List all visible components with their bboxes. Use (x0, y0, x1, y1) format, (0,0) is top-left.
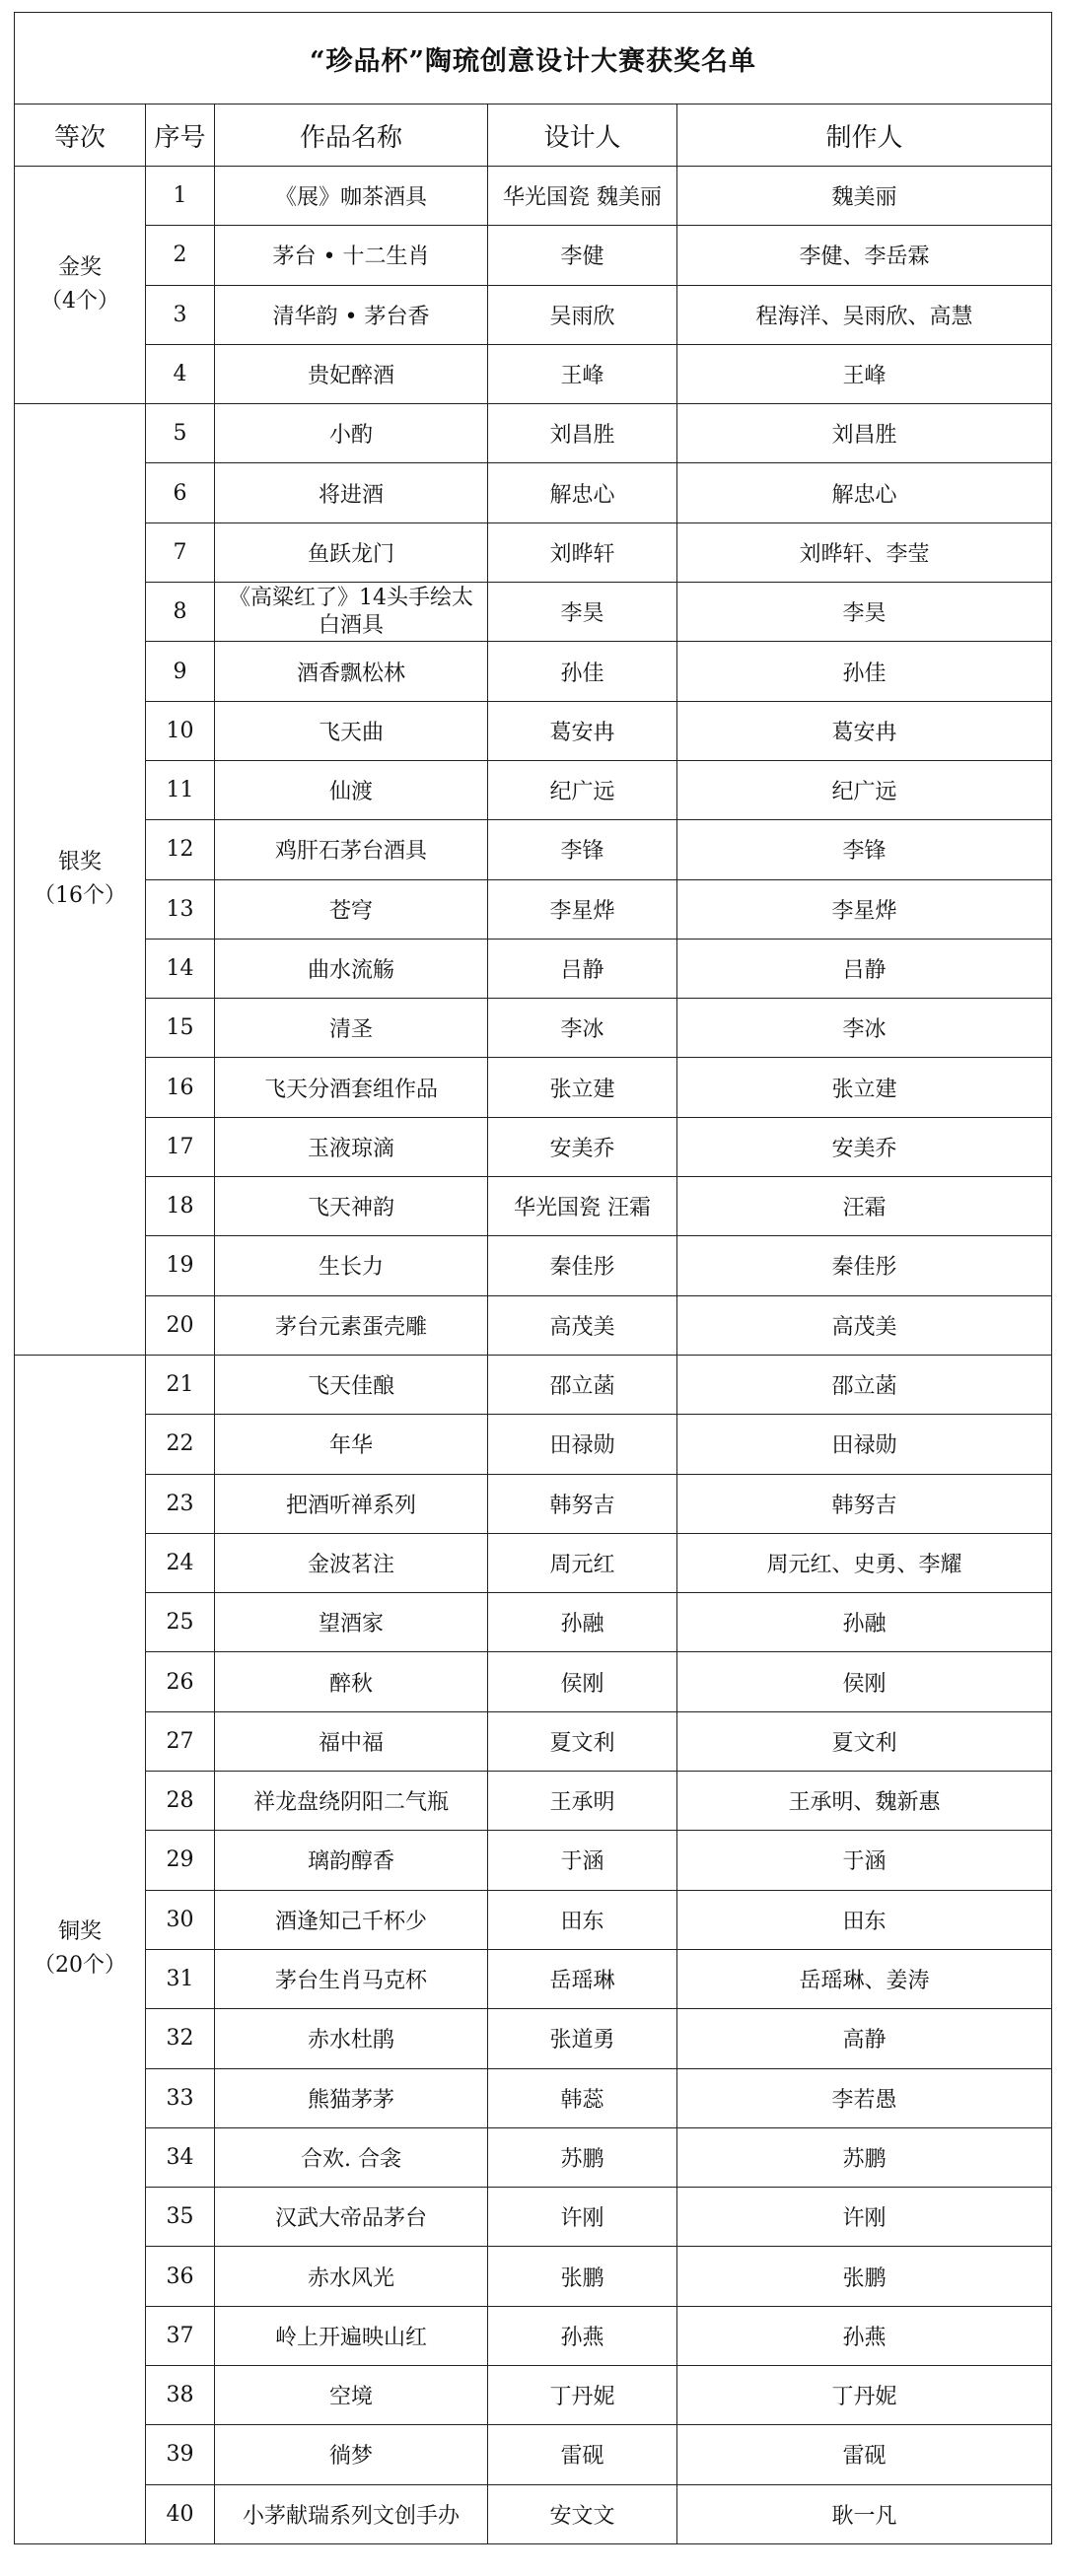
header-designer: 设计人 (488, 104, 677, 167)
work-name: 醉秋 (215, 1652, 488, 1711)
designer-name: 刘昌胜 (488, 404, 677, 463)
row-number: 11 (146, 760, 215, 819)
work-name: 玉液琼滴 (215, 1117, 488, 1176)
designer-name: 李冰 (488, 999, 677, 1058)
designer-name: 张立建 (488, 1058, 677, 1117)
table-row (15, 1236, 1052, 1295)
work-name: 赤水风光 (215, 2247, 488, 2306)
row-number: 23 (146, 1474, 215, 1533)
row-number: 2 (146, 226, 215, 285)
table-row (15, 1177, 1052, 1236)
row-number: 18 (146, 1177, 215, 1236)
table-row (15, 2068, 1052, 2127)
table-row (15, 404, 1052, 463)
designer-name: 于涵 (488, 1831, 677, 1890)
designer-name: 解忠心 (488, 463, 677, 522)
maker-name: 高茂美 (677, 1295, 1052, 1355)
work-name: 飞天佳酿 (215, 1355, 488, 1414)
row-number: 17 (146, 1117, 215, 1176)
award-table (14, 12, 1052, 2544)
designer-name: 李锋 (488, 820, 677, 879)
maker-name: 丁丹妮 (677, 2365, 1052, 2424)
row-number: 26 (146, 1652, 215, 1711)
table-row (15, 1117, 1052, 1176)
row-number: 16 (146, 1058, 215, 1117)
designer-name: 田东 (488, 1890, 677, 1949)
work-name: 把酒听禅系列 (215, 1474, 488, 1533)
table-row (15, 1593, 1052, 1652)
designer-name: 孙燕 (488, 2306, 677, 2365)
work-name: 仙渡 (215, 760, 488, 819)
designer-name: 王峰 (488, 344, 677, 403)
tier-count: （16个） (34, 883, 126, 909)
work-name: 《高粱红了》14头手绘太白酒具 (215, 583, 488, 642)
work-name: 曲水流觞 (215, 939, 488, 998)
designer-name: 吴雨欣 (488, 285, 677, 344)
table-row (15, 2247, 1052, 2306)
maker-name: 葛安冉 (677, 701, 1052, 760)
row-number: 14 (146, 939, 215, 998)
work-name: 飞天神韵 (215, 1177, 488, 1236)
work-name: 熊猫茅茅 (215, 2068, 488, 2127)
table-row (15, 820, 1052, 879)
table-row (15, 344, 1052, 403)
maker-name: 汪霜 (677, 1177, 1052, 1236)
table-row (15, 167, 1052, 226)
designer-name: 华光国瓷 汪霜 (488, 1177, 677, 1236)
maker-name: 苏鹏 (677, 2127, 1052, 2187)
designer-name: 苏鹏 (488, 2127, 677, 2187)
maker-name: 李锋 (677, 820, 1052, 879)
work-name: 赤水杜鹃 (215, 2009, 488, 2068)
maker-name: 高静 (677, 2009, 1052, 2068)
maker-name: 许刚 (677, 2188, 1052, 2247)
work-name: 贵妃醉酒 (215, 344, 488, 403)
table-row (15, 2365, 1052, 2424)
work-name: 飞天曲 (215, 701, 488, 760)
tier-cell (15, 167, 146, 404)
work-name: 茅台 • 十二生肖 (215, 226, 488, 285)
tier-count: （4个） (40, 289, 119, 314)
row-number: 7 (146, 522, 215, 582)
table-row (15, 1355, 1052, 1414)
maker-name: 魏美丽 (677, 167, 1052, 226)
maker-name: 李健、李岳霖 (677, 226, 1052, 285)
maker-name: 王承明、魏新惠 (677, 1772, 1052, 1831)
designer-name: 孙佳 (488, 642, 677, 701)
maker-name: 雷砚 (677, 2425, 1052, 2484)
header-work: 作品名称 (215, 104, 488, 167)
row-number: 40 (146, 2484, 215, 2543)
table-row (15, 999, 1052, 1058)
designer-name: 夏文利 (488, 1711, 677, 1771)
row-number: 32 (146, 2009, 215, 2068)
maker-name: 吕静 (677, 939, 1052, 998)
table-row (15, 642, 1052, 701)
work-name: 清圣 (215, 999, 488, 1058)
row-number: 9 (146, 642, 215, 701)
header-maker: 制作人 (677, 104, 1052, 167)
work-name: 金波茗注 (215, 1533, 488, 1592)
work-name: 《展》咖茶酒具 (215, 167, 488, 226)
table-row (15, 285, 1052, 344)
table-row (15, 760, 1052, 819)
designer-name: 秦佳彤 (488, 1236, 677, 1295)
table-row (15, 583, 1052, 642)
maker-name: 解忠心 (677, 463, 1052, 522)
designer-name: 雷砚 (488, 2425, 677, 2484)
header-tier: 等次 (15, 104, 146, 167)
table-row (15, 939, 1052, 998)
work-name: 鸡肝石茅台酒具 (215, 820, 488, 879)
row-number: 34 (146, 2127, 215, 2187)
designer-name: 孙融 (488, 1593, 677, 1652)
table-title: “珍品杯”陶琉创意设计大赛获奖名单 (15, 13, 1052, 104)
header-row (15, 104, 1052, 167)
work-name: 清华韵 • 茅台香 (215, 285, 488, 344)
tier-count: （20个） (34, 1953, 126, 1979)
table-row (15, 2188, 1052, 2247)
maker-name: 耿一凡 (677, 2484, 1052, 2543)
maker-name: 张立建 (677, 1058, 1052, 1117)
maker-name: 张鹏 (677, 2247, 1052, 2306)
header-number: 序号 (146, 104, 215, 167)
tier-cell (15, 1355, 146, 2543)
table-row (15, 1533, 1052, 1592)
work-name: 茅台元素蛋壳雕 (215, 1295, 488, 1355)
row-number: 19 (146, 1236, 215, 1295)
work-name: 汉武大帝品茅台 (215, 2188, 488, 2247)
table-body (15, 167, 1052, 2544)
designer-name: 邵立菡 (488, 1355, 677, 1414)
work-name: 茅台生肖马克杯 (215, 1949, 488, 2008)
maker-name: 于涵 (677, 1831, 1052, 1890)
table-row (15, 1890, 1052, 1949)
table-row (15, 2484, 1052, 2543)
maker-name: 田禄勋 (677, 1415, 1052, 1474)
maker-name: 韩努吉 (677, 1474, 1052, 1533)
row-number: 39 (146, 2425, 215, 2484)
designer-name: 丁丹妮 (488, 2365, 677, 2424)
work-name: 苍穹 (215, 879, 488, 939)
table-row (15, 522, 1052, 582)
designer-name: 李星烨 (488, 879, 677, 939)
table-row (15, 879, 1052, 939)
designer-name: 岳瑶琳 (488, 1949, 677, 2008)
table-row (15, 1295, 1052, 1355)
work-name: 年华 (215, 1415, 488, 1474)
work-name: 小茅献瑞系列文创手办 (215, 2484, 488, 2543)
row-number: 33 (146, 2068, 215, 2127)
maker-name: 刘昌胜 (677, 404, 1052, 463)
maker-name: 岳瑶琳、姜涛 (677, 1949, 1052, 2008)
designer-name: 张鹏 (488, 2247, 677, 2306)
work-name: 空境 (215, 2365, 488, 2424)
designer-name: 葛安冉 (488, 701, 677, 760)
designer-name: 高茂美 (488, 1295, 677, 1355)
table-row (15, 463, 1052, 522)
table-row (15, 1831, 1052, 1890)
maker-name: 侯刚 (677, 1652, 1052, 1711)
work-name: 望酒家 (215, 1593, 488, 1652)
row-number: 22 (146, 1415, 215, 1474)
designer-name: 许刚 (488, 2188, 677, 2247)
award-list-document (14, 12, 1051, 2544)
row-number: 13 (146, 879, 215, 939)
tier-name: 金奖 (57, 255, 102, 281)
table-row (15, 1474, 1052, 1533)
designer-name: 安文文 (488, 2484, 677, 2543)
table-row (15, 1772, 1052, 1831)
maker-name: 李昊 (677, 583, 1052, 642)
maker-name: 孙燕 (677, 2306, 1052, 2365)
row-number: 4 (146, 344, 215, 403)
row-number: 31 (146, 1949, 215, 2008)
work-name: 鱼跃龙门 (215, 522, 488, 582)
row-number: 35 (146, 2188, 215, 2247)
row-number: 20 (146, 1295, 215, 1355)
row-number: 10 (146, 701, 215, 760)
table-row (15, 1058, 1052, 1117)
table-row (15, 2306, 1052, 2365)
maker-name: 李若愚 (677, 2068, 1052, 2127)
designer-name: 安美乔 (488, 1117, 677, 1176)
table-row (15, 2425, 1052, 2484)
maker-name: 程海洋、吴雨欣、高慧 (677, 285, 1052, 344)
row-number: 29 (146, 1831, 215, 1890)
row-number: 15 (146, 999, 215, 1058)
work-name: 将进酒 (215, 463, 488, 522)
table-row (15, 226, 1052, 285)
maker-name: 纪广远 (677, 760, 1052, 819)
maker-name: 王峰 (677, 344, 1052, 403)
work-name: 合欢. 合衾 (215, 2127, 488, 2187)
row-number: 8 (146, 583, 215, 642)
designer-name: 纪广远 (488, 760, 677, 819)
work-name: 徜梦 (215, 2425, 488, 2484)
maker-name: 秦佳彤 (677, 1236, 1052, 1295)
maker-name: 李星烨 (677, 879, 1052, 939)
work-name: 小酌 (215, 404, 488, 463)
row-number: 12 (146, 820, 215, 879)
designer-name: 田禄勋 (488, 1415, 677, 1474)
work-name: 酒逢知己千杯少 (215, 1890, 488, 1949)
designer-name: 刘晔轩 (488, 522, 677, 582)
work-name: 福中福 (215, 1711, 488, 1771)
row-number: 6 (146, 463, 215, 522)
work-name: 生长力 (215, 1236, 488, 1295)
row-number: 38 (146, 2365, 215, 2424)
row-number: 36 (146, 2247, 215, 2306)
maker-name: 邵立菡 (677, 1355, 1052, 1414)
maker-name: 李冰 (677, 999, 1052, 1058)
row-number: 21 (146, 1355, 215, 1414)
row-number: 30 (146, 1890, 215, 1949)
table-row (15, 2009, 1052, 2068)
designer-name: 侯刚 (488, 1652, 677, 1711)
designer-name: 吕静 (488, 939, 677, 998)
work-name: 岭上开遍映山红 (215, 2306, 488, 2365)
work-name: 酒香飘松林 (215, 642, 488, 701)
designer-name: 李健 (488, 226, 677, 285)
table-row (15, 1415, 1052, 1474)
tier-cell (15, 404, 146, 1356)
row-number: 5 (146, 404, 215, 463)
work-name: 璃韵醇香 (215, 1831, 488, 1890)
maker-name: 田东 (677, 1890, 1052, 1949)
row-number: 27 (146, 1711, 215, 1771)
designer-name: 李昊 (488, 583, 677, 642)
designer-name: 韩努吉 (488, 1474, 677, 1533)
table-row (15, 1949, 1052, 2008)
row-number: 25 (146, 1593, 215, 1652)
table-row (15, 1711, 1052, 1771)
tier-name: 银奖 (57, 850, 102, 875)
maker-name: 周元红、史勇、李耀 (677, 1533, 1052, 1592)
row-number: 28 (146, 1772, 215, 1831)
row-number: 1 (146, 167, 215, 226)
maker-name: 孙佳 (677, 642, 1052, 701)
maker-name: 夏文利 (677, 1711, 1052, 1771)
work-name: 祥龙盘绕阴阳二气瓶 (215, 1772, 488, 1831)
tier-name: 铜奖 (57, 1919, 102, 1945)
designer-name: 华光国瓷 魏美丽 (488, 167, 677, 226)
table-row (15, 1652, 1052, 1711)
row-number: 24 (146, 1533, 215, 1592)
designer-name: 韩蕊 (488, 2068, 677, 2127)
designer-name: 王承明 (488, 1772, 677, 1831)
table-row (15, 701, 1052, 760)
designer-name: 周元红 (488, 1533, 677, 1592)
table-row (15, 2127, 1052, 2187)
row-number: 37 (146, 2306, 215, 2365)
row-number: 3 (146, 285, 215, 344)
maker-name: 刘晔轩、李莹 (677, 522, 1052, 582)
maker-name: 孙融 (677, 1593, 1052, 1652)
work-name: 飞天分酒套组作品 (215, 1058, 488, 1117)
designer-name: 张道勇 (488, 2009, 677, 2068)
maker-name: 安美乔 (677, 1117, 1052, 1176)
